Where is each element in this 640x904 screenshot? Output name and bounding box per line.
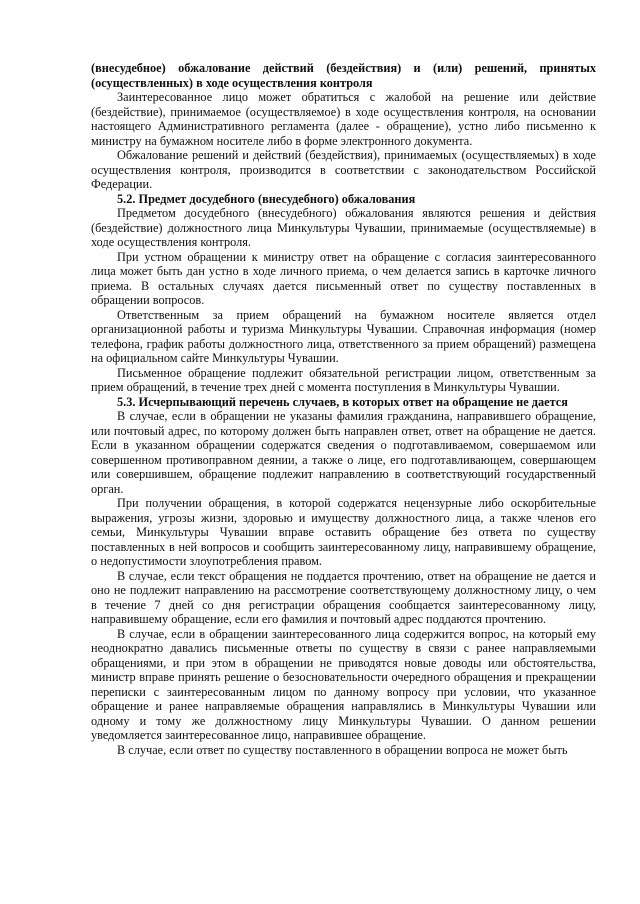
- paragraph: Предметом досудебного (внесудебного) обжалования являются решения и действия (бездействие) должностного лица Минкультуры Чувашии, принимаемые (осуществляемые) в ходе осуществления контроля.: [91, 206, 596, 249]
- paragraph: В случае, если в обращении не указаны фамилия гражданина, направившего обращение, или почтовый адрес, по которому должен быть направлен ответ, ответ на обращение не дается. Если в указанном обращении содержатся сведения о подготавливаемом, совершаемом или совершенном противоправном деянии, а также о лице, его подготавливающем, совершающем или совершившем, обращение подлежит направлению в соответствующий государственный орган.: [91, 409, 596, 496]
- paragraph: При получении обращения, в которой содержатся нецензурные либо оскорбительные выражения, угрозы жизни, здоровью и имуществу должностного лица, а также членов его семьи, Минкультуры Чувашии вправе оставить обращение без ответа по существу поставленных в ней вопросов и сообщить заинтересованному лицу, направившему обращение, о недопустимости злоупотребления правом.: [91, 496, 596, 568]
- paragraph: В случае, если в обращении заинтересованного лица содержится вопрос, на который ему неоднократно давались письменные ответы по существу в связи с ранее направляемыми обращениями, и при этом в обращении не приводятся новые доводы или обстоятельства, министр вправе принять решение о безосновательности очередного обращения и прекращении переписки с заинтересованным лицом по данному вопросу при условии, что указанное обращение и ранее направляемые обращения направлялись в Минкультуры Чувашии или одному и тому же должностному лицу Минкультуры Чувашии. О данном решении уведомляется заинтересованное лицо, направившее обращение.: [91, 626, 596, 742]
- paragraph: Письменное обращение подлежит обязательной регистрации лицом, ответственным за прием обращений, в течение трех дней с момента поступления в Минкультуры Чувашии.: [91, 365, 596, 394]
- paragraph: При устном обращении к министру ответ на обращение с согласия заинтересованного лица может быть дан устно в ходе личного приема, о чем делается запись в карточке личного приема. В остальных случаях дается письменный ответ по существу поставленных в обращении вопросов.: [91, 249, 596, 307]
- section-heading-5-2: 5.2. Предмет досудебного (внесудебного) обжалования: [117, 191, 416, 206]
- section-heading-continuation: (внесудебное) обжалование действий (бездействия) и (или) решений, принятых (осуществленных) в ходе осуществления контроля: [91, 61, 596, 90]
- paragraph: Ответственным за прием обращений на бумажном носителе является отдел организационной работы и туризма Минкультуры Чувашии. Справочная информация (номер телефона, график работы должностного лица, ответственного за прием обращений) размещена на официальном сайте Минкультуры Чувашии.: [91, 307, 596, 365]
- paragraph: В случае, если текст обращения не поддается прочтению, ответ на обращение не дается и оно не подлежит направлению на рассмотрение соответствующему должностному лицу, о чем в течение 7 дней со дня регистрации обращения сообщается заинтересованному лицу, направившему обращение, если его фамилия и почтовый адрес поддаются прочтению.: [91, 568, 596, 626]
- paragraph: Заинтересованное лицо может обратиться с жалобой на решение или действие (бездействие), принимаемое (осуществляемое) в ходе осуществления контроля, на основании настоящего Административного регламента (далее - обращение), устно либо письменно к министру на бумажном носителе либо в форме электронного документа.: [91, 90, 596, 148]
- paragraph: В случае, если ответ по существу поставленного в обращении вопроса не может быть: [117, 742, 568, 757]
- section-heading-5-3: 5.3. Исчерпывающий перечень случаев, в которых ответ на обращение не дается: [117, 394, 568, 409]
- paragraph: Обжалование решений и действий (бездействия), принимаемых (осуществляемых) в ходе осуществления контроля, производится в соответствии с законодательством Российской Федерации.: [91, 148, 596, 191]
